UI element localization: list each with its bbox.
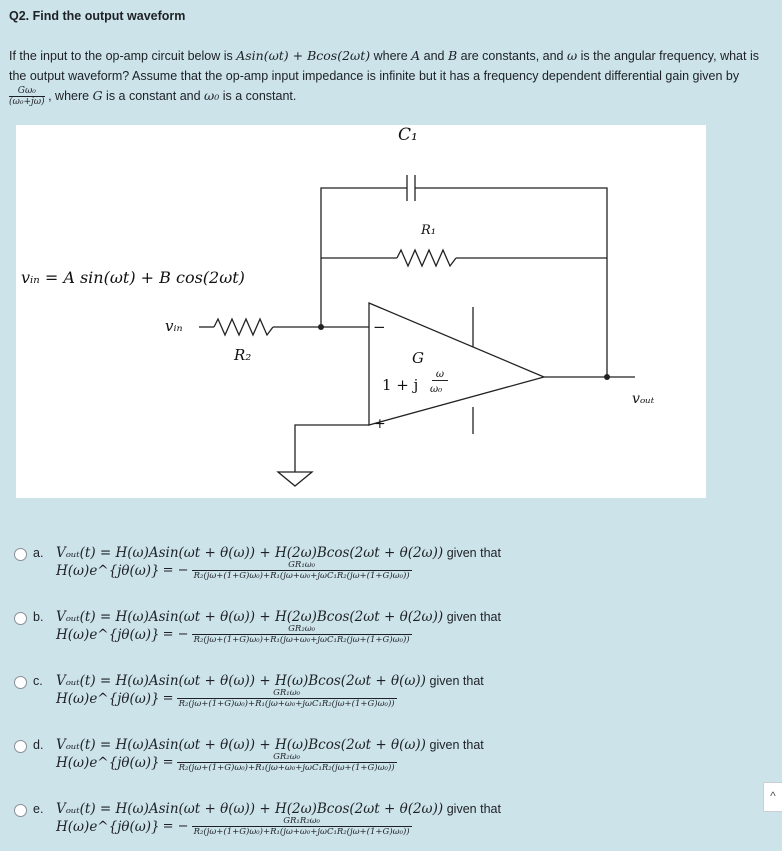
transfer-fraction: [192, 624, 412, 645]
math-g: G: [92, 88, 103, 103]
option-letter: b.: [33, 610, 44, 624]
op-amp-body: [369, 303, 544, 425]
option-statement: [56, 737, 484, 753]
node-output: [604, 374, 610, 380]
node-inverting: [318, 324, 324, 330]
fraction-denominator: R₂(jω+(1+G)ω₀)+R₁(jω+ω₀+jωC₁R₂(jω+(1+G)ω₀)): [178, 699, 395, 709]
text-part: where: [370, 49, 412, 63]
text-part: and: [420, 49, 448, 63]
given-that: given that: [446, 610, 501, 624]
resistor-r1: [397, 250, 456, 266]
math-omega: ω: [566, 48, 578, 63]
option-d[interactable]: [14, 737, 774, 787]
vin-equation: vᵢₙ = A sin(ωt) + B cos(2ωt): [21, 268, 245, 287]
transfer-fraction: [192, 816, 412, 837]
transfer-fraction: [177, 752, 397, 773]
fraction-numerator: GR₂ω₀: [192, 624, 412, 635]
question-text: [9, 46, 777, 107]
circuit-figure: [16, 125, 706, 498]
option-letter: d.: [33, 738, 44, 752]
option-a[interactable]: [14, 545, 774, 595]
given-that: given that: [446, 546, 501, 560]
output-expression: Vₒᵤₜ(t) = H(ω)Asin(ωt + θ(ω)) + H(ω)Bcos(2ωt + θ(ω)): [56, 673, 426, 689]
math-a: A: [411, 48, 421, 63]
transfer-fraction: [192, 560, 412, 581]
option-letter: a.: [33, 546, 44, 560]
option-formula: [56, 624, 412, 645]
option-b[interactable]: [14, 609, 774, 659]
minus-sign: −: [373, 318, 386, 336]
chevron-up-icon[interactable]: ^: [763, 782, 782, 812]
vin-label: vᵢₙ: [165, 317, 183, 335]
vout-label: vₒᵤₜ: [632, 391, 655, 407]
option-formula: [56, 816, 412, 837]
wire-c1-right: [415, 188, 607, 377]
text-part: , where: [44, 89, 93, 103]
radio-button[interactable]: [14, 548, 27, 561]
option-letter: c.: [33, 674, 43, 688]
equals-sign: = −: [162, 563, 189, 578]
option-formula: [56, 688, 397, 709]
math-input: Asin(ωt) + Bcos(2ωt): [236, 48, 371, 63]
radio-button[interactable]: [14, 676, 27, 689]
fraction-denominator: R₂(jω+(1+G)ω₀)+R₁(jω+ω₀+jωC₁R₂(jω+(1+G)ω₀)): [193, 827, 410, 837]
output-expression: Vₒᵤₜ(t) = H(ω)Asin(ωt + θ(ω)) + H(ω)Bcos(2ωt + θ(ω)): [56, 737, 426, 753]
option-e[interactable]: [14, 801, 774, 851]
fraction-denominator: R₂(jω+(1+G)ω₀)+R₁(jω+ω₀+jωC₁R₂(jω+(1+G)ω₀)): [193, 635, 410, 645]
radio-button[interactable]: [14, 612, 27, 625]
option-letter: e.: [33, 802, 44, 816]
option-formula: [56, 560, 412, 581]
text-part: If the input to the op-amp circuit below is: [9, 49, 237, 63]
fraction-numerator: GR₁ω₀: [192, 560, 412, 571]
given-that: given that: [429, 738, 484, 752]
transfer-fraction: [177, 688, 397, 709]
fraction-numerator: GR₁ω₀: [177, 688, 397, 699]
r1-label: R₁: [421, 223, 436, 238]
transfer-lhs: H(ω)e^{jθ(ω)}: [56, 562, 160, 579]
math-omega0: ω₀: [204, 88, 220, 103]
transfer-lhs: H(ω)e^{jθ(ω)}: [56, 818, 160, 835]
fraction-numerator: GR₁R₂ω₀: [192, 816, 412, 827]
ground-symbol: [278, 472, 312, 486]
r2-label: R₂: [234, 346, 252, 364]
fraction-denominator: R₂(jω+(1+G)ω₀)+R₁(jω+ω₀+jωC₁R₂(jω+(1+G)ω₀)): [193, 571, 410, 581]
text-part: are constants, and: [457, 49, 567, 63]
output-expression: Vₒᵤₜ(t) = H(ω)Asin(ωt + θ(ω)) + H(2ω)Bcos(2ωt + θ(2ω)): [56, 609, 444, 625]
gain-omega: ω: [432, 369, 448, 381]
gain-fraction: [9, 86, 45, 107]
transfer-lhs: H(ω)e^{jθ(ω)}: [56, 754, 160, 771]
circuit-diagram: [16, 125, 706, 498]
transfer-lhs: H(ω)e^{jθ(ω)}: [56, 626, 160, 643]
equals-sign: =: [162, 691, 174, 706]
radio-button[interactable]: [14, 804, 27, 817]
fraction-numerator: GR₂ω₀: [177, 752, 397, 763]
c1-label: C₁: [398, 125, 418, 145]
text-part: is the angular frequency, what is the output waveform? Assume that the op-amp input impedance is infinite but it has a frequency dependent differential gain given by: [9, 49, 759, 83]
option-c[interactable]: [14, 673, 774, 723]
plus-sign: +: [374, 416, 386, 432]
gain-omega0: ω₀: [430, 384, 443, 395]
transfer-lhs: H(ω)e^{jθ(ω)}: [56, 690, 160, 707]
fraction-denominator: R₂(jω+(1+G)ω₀)+R₁(jω+ω₀+jωC₁R₂(jω+(1+G)ω₀)): [178, 763, 395, 773]
equals-sign: =: [162, 755, 174, 770]
option-statement: [56, 609, 501, 625]
math-b: B: [447, 48, 458, 63]
output-expression: Vₒᵤₜ(t) = H(ω)Asin(ωt + θ(ω)) + H(2ω)Bcos(2ωt + θ(2ω)): [56, 801, 444, 817]
equals-sign: = −: [162, 819, 189, 834]
resistor-r2: [214, 319, 273, 335]
gain-denominator-text: 1 + j: [382, 376, 419, 394]
gain-denominator: (ω₀+jω): [9, 97, 45, 108]
output-expression: Vₒᵤₜ(t) = H(ω)Asin(ωt + θ(ω)) + H(2ω)Bcos(2ωt + θ(2ω)): [56, 545, 444, 561]
option-statement: [56, 801, 501, 817]
option-formula: [56, 752, 397, 773]
gain-g: G: [412, 349, 424, 367]
option-statement: [56, 673, 484, 689]
option-statement: [56, 545, 501, 561]
equals-sign: = −: [162, 627, 189, 642]
radio-button[interactable]: [14, 740, 27, 753]
wire-ground: [295, 425, 369, 472]
given-that: given that: [429, 674, 484, 688]
given-that: given that: [446, 802, 501, 816]
text-part: is a constant.: [219, 89, 297, 103]
text-part: is a constant and: [102, 89, 205, 103]
gain-numerator: Gω₀: [9, 86, 45, 97]
question-title: Q2. Find the output waveform: [9, 9, 186, 23]
